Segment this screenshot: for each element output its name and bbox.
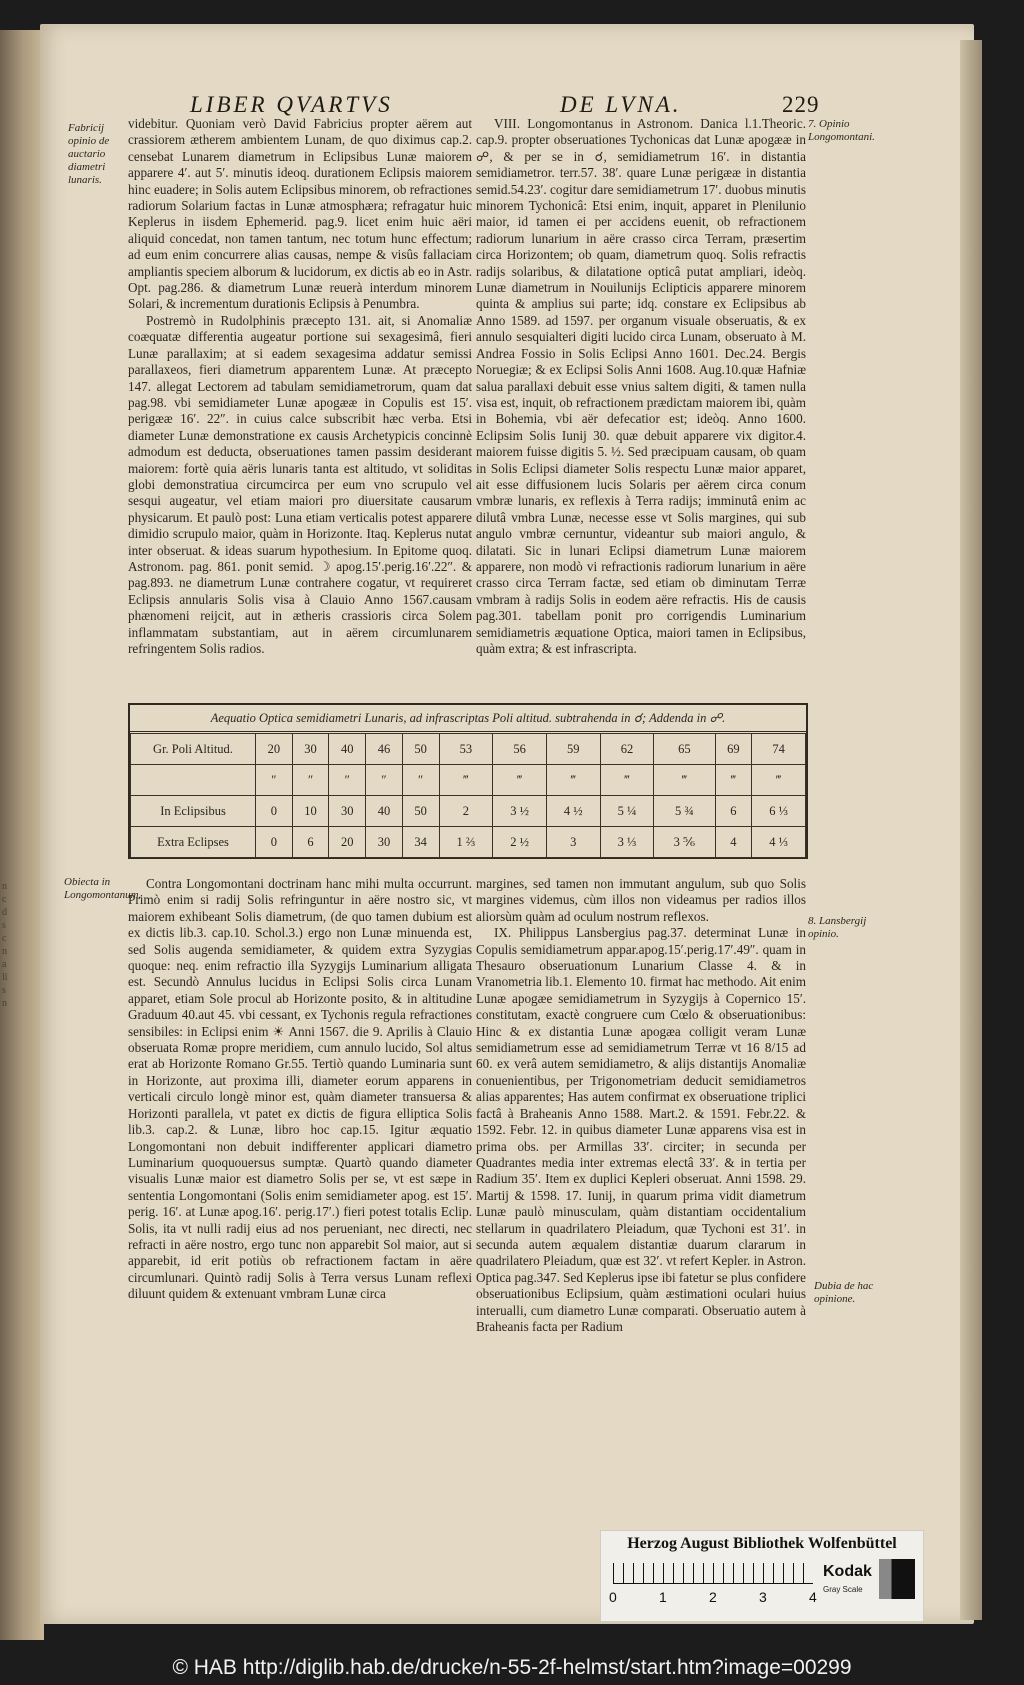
- table-cell: 4: [715, 827, 752, 858]
- page-fore-edge: [960, 40, 982, 1620]
- table-cell: 30: [329, 796, 366, 827]
- paragraph: videbitur. Quoniam verò David Fabricius propter aërem aut crassiorem ætherem ambientem Lunam, de quo diximus cap.2. censebat Lunarem diametrum in Eclipsibus Lunæ maiorem apparere 4′. aut 5′. minutis ideoq. durationem Eclipsis maiorem hinc euadere; in Solis autem Eclipsibus minorem, ob refractiones radiorum Solarium factas in Lunæ atmosphæra; refragatur huic Keplerus in iisdem Ephemerid. pag.9. licet enim huic aëri aliquid concedat, non tamen tantum, nec totum hunc effectum; ad eum enim concurrere alias causas, nempe & visûs fallaciam ampliantis speciem alborum & lucidorum, ex dictis ab eo in Astr. Opt. pag.286. & diametrum Lunæ reuerà interdum minorem Solari, & incrementum durationis Eclipsis à Penumbra.: [128, 116, 472, 312]
- margin-note-obiecta: Obiecta in Longomontanum.: [64, 876, 142, 901]
- paragraph: VIII. Longomontanus in Astronom. Danica l.1.Theoric. cap.9. propter obseruationes Tychonicas dat Lunæ apogææ in ☍, & per se in ☌, semidiametrum 16′. in distantia semidiametror. terr.57. 38′. quare Lunæ perigææ in distantia semid.54.23′. cogitur dare semidiametrum 17′. duobus minutis minorem Tychonicâ: Etsi enim, inquit, apparet in Plenilunio maior, id tamen ei per accidens euenit, ob refractionem radiorum lunarium in aëre crasso circa Terram, præsertim circa Horizontem; ob quam, diametrum quoq. Solis refractis radijs solaribus, & dilatatione opticâ putat ampliari, ideòq. Lunæ diametrum in Nouilunijs Eclipticis apparere minorem quinta & amplius sui parte; idq. constare ex Eclipsibus ab Anno 1589. ad 1597. per organum visuale obseruatis, & ex annulo sesquialteri digiti lucido circa Lunam, obseruato à M. Andrea Fossio in Solis Eclipsi Anno 1601. Dec.24. Bergis Noruegiæ; & ex Eclipsi Solis Anni 1608. Aug.10.quæ Hafniæ salua parallaxi debuit esse vnius saltem digiti, & tamen nulla visa est, inquit, ob refractionem prædictam maiorem ibi, quàm in Bohemia, vbi aër defecatior est; ideòq. Anno 1600. Eclipsim Solis Iunij 30. quæ debuit apparere vix digitor.4. maiorem fuisse digitis 5. ½. Sed præcipuam causam, ob quam in Solis Eclipsi diameter Solis respectu Lunæ maior apparet, ait esse diffusionem lucis Solaris per aërem circa conum vmbræ lunaris, ex reflexis à Terra radijs; imminutâ enim ac dilutâ vmbra Lunæ, necesse esse vt Solis margines, qui sub angulo vmbræ cernuntur, videantur sub maiori angulo, & dilatati. Sic in lunari Eclipsi diametrum Lunæ maiorem apparere, non modò vi refractionis radiorum lunarium in aëre crasso circa Terram factæ, sed etiam ob diminutam Terræ vmbram à radijs Solis in eodem aëre refractis. His de causis pag.301. tabellam ponit pro corrigendis Luminarium semidiametris æquatione Optica, maiori tamen in Eclipsibus, quàm extra; & est infrascripta.: [476, 116, 806, 656]
- table-row: [131, 827, 806, 858]
- facing-page-edge: [0, 30, 44, 1640]
- table-row-label: [131, 765, 256, 796]
- table-cell: 3 ⅓: [600, 827, 654, 858]
- paragraph: margines, sed tamen non immutant angulum, sub quo Solis margines videmus, cùm illos non videamus per radios illos aliorsùm quàm ad oculum nostrum reflexos.: [476, 876, 806, 924]
- table-cell: 2 ½: [493, 827, 547, 858]
- table-cell: 3 ½: [493, 796, 547, 827]
- table-cell: 4 ⅓: [752, 827, 806, 858]
- table-caption: Aequatio Optica semidiametri Lunaris, ad infrascriptas Poli altitud. subtrahenda in ☌; Addenda in ☍.: [130, 705, 806, 732]
- table-cell: 40: [329, 734, 366, 765]
- table-cell: 0: [256, 827, 293, 858]
- scale-ruler: [613, 1563, 813, 1584]
- table-cell: 6: [715, 796, 752, 827]
- margin-note-longomontani: 7. Opinio Longomontani.: [808, 118, 875, 143]
- table-cell: ″: [366, 765, 403, 796]
- table-cell: 69: [715, 734, 752, 765]
- margin-note-fabricius: Fabricij opinio de auctario diametri lunaris.: [68, 122, 110, 186]
- optical-equation-table: [128, 703, 808, 859]
- running-head-left: LIBER QVARTVS: [190, 92, 393, 117]
- table-cell: 40: [366, 796, 403, 827]
- library-name: Herzog August Bibliothek Wolfenbüttel: [627, 1535, 897, 1552]
- table-cell: 50: [402, 734, 439, 765]
- table-cell: 10: [292, 796, 329, 827]
- table-cell: 50: [402, 796, 439, 827]
- margin-note-lansbergii: 8. Lansbergij opinio.: [808, 915, 867, 940]
- table-row: [131, 796, 806, 827]
- text-column-upper-right: [476, 116, 806, 657]
- table-cell: 59: [546, 734, 600, 765]
- table-cell: 3 ⅚: [654, 827, 715, 858]
- table-cell: 74: [752, 734, 806, 765]
- gray-scale-label: Gray Scale: [823, 1585, 863, 1594]
- margin-note-dubia: Dubia de hac opinione.: [814, 1280, 874, 1305]
- table-cell: ‴: [715, 765, 752, 796]
- table-cell: 1 ⅔: [439, 827, 493, 858]
- running-head-right: DE LVNA.: [560, 92, 682, 117]
- kodak-color-card: [600, 1530, 924, 1622]
- gray-patch: [879, 1559, 915, 1599]
- facing-page-text-bleed: n c d s c n a li s n: [2, 881, 8, 1009]
- table-row: [131, 734, 806, 765]
- table-cell: 0: [256, 796, 293, 827]
- paragraph: IX. Philippus Lansbergius pag.37. determinat Lunæ in Copulis semidiametrum appar.apog.15′.perig.17′.49″. quam in Thesauro obseruationum Lunarium Classe 4. & in Vranometria lib.1. Elemento 10. firmat hac methodo. Ait enim Lunæ apogæe semidiametrum in Syzygijs à Copernico 15′. constitutam, exactè congruere cum Cœlo & obseruationibus: Hinc & ex distantia Lunæ apogæa colligit veram Lunæ semidiametrum esse ad semidiametrum Terræ vt 16 8/15 ad 60. ex verâ autem semidiametro, & alijs distantijs Anomaliæ conuenientibus, per Trigonometriam deducit semidiametros alias apparentes; Has autem confirmat ex obseruatione triplici factâ à Braheanis Anno 1588. Mart.2. & 1591. Febr.22. & 1592. Febr. 12. in quibus diameter Lunæ apparens visa est in prima obs. per Armillas 33′. circiter; in secunda per Quadrantes media inter extremas electâ 33′. & in tertia per Radium 35′. Item ex duplici Kepleri obseruat. Anni 1598. 29. Martij & 1598. 17. Iunij, in quarum prima vidit diametrum Lunæ paulò minusculam, quàm distantiam occidentalium stellarum in quadrilatero Pleiadum, quæ Tychoni est 31′. in secunda autem æqualem distantiæ duarum clararum in quadrilatero Pleiadum, quæ est 32′. vt refert Kepler. in Astron. Optica pag.347. Sed Keplerus ipse ibi fatetur se plus confidere obseruationibus Eclipsium, quàm æstimationi oculari huius interualli, cum diametro Lunæ comparati. Obseruatio autem à Braheanis facta per Radium: [476, 925, 806, 1334]
- table-cell: 5 ¾: [654, 796, 715, 827]
- table-cell: 3: [546, 827, 600, 858]
- table-row-label: In Eclipsibus: [131, 796, 256, 827]
- table-cell: ‴: [752, 765, 806, 796]
- table-cell: ‴: [493, 765, 547, 796]
- table-cell: 62: [600, 734, 654, 765]
- table-cell: ‴: [546, 765, 600, 796]
- scale-number: 3: [759, 1589, 767, 1605]
- table-grid: [130, 733, 806, 858]
- table-cell: ″: [292, 765, 329, 796]
- table-cell: ‴: [654, 765, 715, 796]
- table-cell: 30: [366, 827, 403, 858]
- table-cell: 20: [256, 734, 293, 765]
- table-cell: 6 ⅓: [752, 796, 806, 827]
- table-cell: 46: [366, 734, 403, 765]
- scale-number: 0: [609, 1589, 617, 1605]
- scale-number: 1: [659, 1589, 667, 1605]
- table-cell: ″: [329, 765, 366, 796]
- table-cell: ″: [256, 765, 293, 796]
- table-cell: 65: [654, 734, 715, 765]
- copyright-footer: © HAB http://diglib.hab.de/drucke/n-55-2f-helmst/start.htm?image=00299: [0, 1650, 1024, 1685]
- text-column-lower-left: [128, 876, 472, 1303]
- table-row: [131, 765, 806, 796]
- table-row-label: Extra Eclipses: [131, 827, 256, 858]
- paragraph: Contra Longomontani doctrinam hanc mihi multa occurrunt. Primò enim si radij Solis refringuntur in aëre nostro sic, vt maiorem exhibeant Solis diametrum, (de quo tamen dubium est ex dictis lib.3. cap.10. Schol.3.) ergo non Lunæ minuenda est, sed Solis augenda semidiameter, & quidem extra Syzygias quoque: neq. enim refractio illa Syzygijs Luminarium alligata est. Secundò Annulus lucidus in Eclipsi Solis circa Lunam apparet, etiam Sole procul ab Horizonte posito, & in altitudine Graduum 40.aut 45. vbi cessant, ex Tychonis regula refractiones sensibiles: in Eclipsi enim ☀ Anni 1567. die 9. Aprilis à Clauio obseruata Romæ propre meridiem, cum annulo lucido, Sol altus erat ab Horizonte Romano Gr.55. Tertiò quando Luminaria sunt in Horizonte, aut proxima illi, diameter eorum apparens in verticali circulo longè minor est, quàm diameter transuersa & Horizonti parallela, vt patet ex dictis de figura elliptica Solis lib.3. cap.2. & Lunæ, libro hoc cap.15. Igitur æquatio Longomontani non debuit indifferenter applicari diametro Luminarium quoquouersus sumptæ. Quartò quando diameter visualis Lunæ maior est diametro Solis per se, vt est sæpe in sententia Longomontani (Solis enim semidiameter apog. est 15′. perig. 16′. at Lunæ apog.16′. perig.17′.) fieri potest totalis Eclip. Solis, ita vt nulli radij eius ad nos perueniant, nec directi, nec refracti in aëre nostro, ergo tunc non apparebit Sol maior, aut si apparebit, id erit potiùs ob refractionem factam in aëre circumlunari. Quintò radij Solis à Terra versus Lunam reflexi diluunt quidem & extenuant vmbram Lunæ circa: [128, 876, 472, 1302]
- table-cell: 6: [292, 827, 329, 858]
- table-cell: 5 ¼: [600, 796, 654, 827]
- scale-number: 4: [809, 1589, 817, 1605]
- table-cell: 34: [402, 827, 439, 858]
- table-cell: 2: [439, 796, 493, 827]
- text-column-upper-left: [128, 116, 472, 657]
- table-cell: ‴: [600, 765, 654, 796]
- kodak-logo: Kodak: [823, 1563, 872, 1580]
- table-cell: 56: [493, 734, 547, 765]
- paragraph: Postremò in Rudolphinis præcepto 131. ait, si Anomaliæ coæquatæ differentia augeatur portione sui sexagesimâ, fieri Lunæ parallaxim; at si eadem sexagesima addatur semissi parallaxeos, fieri diametrum apparentem Lunæ. At præcepto 147. allegat Lectorem ad tabulam semidiametrorum, quam dat pag.98. vbi semidiameter Lunæ apogææ in Copulis est 15′. perigææ 16′. 22″. in cuius calce subscribit hæc verba. Etsi diameter Lunæ demonstratione ex causis Archetypicis concinnè admodum est deducta, obseruationes tamen passim desiderant maiorem: fortè quia aëris lunaris tanta est altitudo, vt soliditas globi demonstratiua circumcirca per eum vno scrupulo vel sesqui augeatur, vel etiam maiori pro diuersitate causarum physicarum. Et paulò post: Luna etiam verticalis potest apparere dimidio scrupulo maior, quàm in Horizonte. Itaq. Keplerus nutat inter obseruat. & ideas suarum hypothesium. In Epitome quoq. Astronom. pag. 861. ponit semid. ☽ apog.15′.perig.16′.22″. & pag.893. ne diametrum Lunæ contrahere cogatur, vt requireret Eclipsis annularis Solis visa à Clauio Anno 1567.causam phænomeni reijcit, aut in ætheris crassioris circa Solem inflammatam substantiam, aut in aërem circumlunarem refringentem Solis radios.: [128, 312, 472, 656]
- text-column-lower-right: [476, 876, 806, 1335]
- table-cell: 4 ½: [546, 796, 600, 827]
- table-cell: 53: [439, 734, 493, 765]
- scale-number: 2: [709, 1589, 717, 1605]
- table-cell: ‴: [439, 765, 493, 796]
- page-number: 229: [782, 92, 820, 117]
- table-cell: 20: [329, 827, 366, 858]
- table-cell: ″: [402, 765, 439, 796]
- table-cell: 30: [292, 734, 329, 765]
- table-row-label: Gr. Poli Altitud.: [131, 734, 256, 765]
